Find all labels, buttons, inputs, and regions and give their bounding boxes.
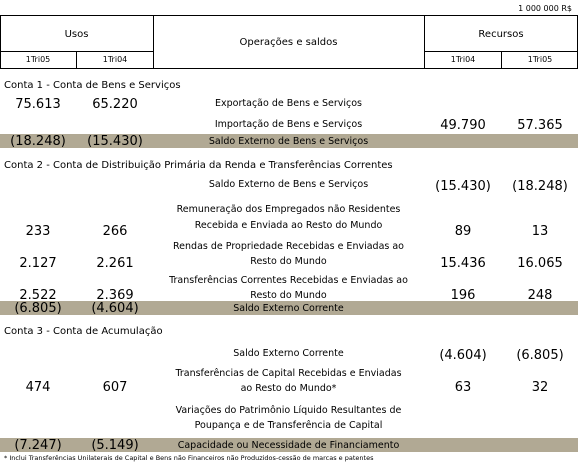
conta3-saldo-in-r04: (4.604) — [439, 348, 487, 363]
conta2-rendas-r05: 16.065 — [517, 256, 563, 271]
conta3-transfcap-label-1: Transferências de Capital Recebidas e Enviadas — [175, 368, 402, 379]
conta3-transfcap-label-2: ao Resto do Mundo* — [240, 383, 337, 394]
conta2-saldo-u05: (6.805) — [14, 301, 62, 316]
conta3-saldo-in-label: Saldo Externo Corrente — [233, 348, 344, 359]
conta2-title: Conta 2 - Conta de Distribuição Primária da Renda e Transferências Correntes — [4, 160, 393, 171]
header-bottom-rule — [0, 68, 578, 69]
conta2-remun-r04: 89 — [454, 224, 472, 239]
conta1-export-u04: 65.220 — [92, 97, 138, 112]
header-usos-col-1tri04: 1Tri04 — [102, 55, 128, 64]
conta2-saldo-u04: (4.604) — [91, 301, 139, 316]
conta2-remun-r05: 13 — [531, 224, 549, 239]
conta2-remun-label-1: Remuneração dos Empregados não Residentes — [176, 204, 401, 215]
conta2-transf-u04: 2.369 — [96, 288, 134, 303]
conta2-transf-r05: 248 — [527, 288, 553, 303]
header-operacoes: Operações e saldos — [239, 37, 338, 48]
conta3-transfcap-r05: 32 — [531, 380, 549, 395]
conta3-transfcap-r04: 63 — [454, 380, 472, 395]
header-recursos: Recursos — [478, 29, 524, 40]
conta3-saldo-in-r05: (6.805) — [516, 348, 564, 363]
conta1-saldo-u05: (18.248) — [10, 134, 66, 149]
conta2-saldo-in-r04: (15.430) — [435, 179, 491, 194]
conta3-transfcap-u04: 607 — [102, 380, 128, 395]
header-recursos-col-1tri04: 1Tri04 — [450, 55, 476, 64]
conta2-rendas-u05: 2.127 — [19, 256, 57, 271]
conta2-rendas-label-1: Rendas de Propriedade Recebidas e Enviadas ao — [173, 241, 404, 252]
conta1-export-label: Exportação de Bens e Serviços — [215, 98, 362, 109]
conta3-saldo-u04: (5.149) — [91, 438, 139, 453]
conta1-import-r05: 57.365 — [517, 118, 563, 133]
conta2-transf-label-1: Transferências Correntes Recebidas e Enviadas ao — [169, 275, 408, 286]
header-top-rule — [0, 15, 578, 16]
header-recursos-col-1tri05: 1Tri05 — [527, 55, 553, 64]
unit-label: 1 000 000 R$ — [518, 4, 572, 13]
conta2-saldo-label: Saldo Externo Corrente — [233, 303, 344, 314]
conta2-transf-r04: 196 — [450, 288, 476, 303]
header-usos: Usos — [64, 29, 89, 40]
conta3-title: Conta 3 - Conta de Acumulação — [4, 326, 163, 337]
conta2-remun-label-2: Recebida e Enviada ao Resto do Mundo — [194, 220, 383, 231]
conta3-saldo-label: Capacidade ou Necessidade de Financiamento — [177, 440, 400, 451]
conta2-remun-u04: 266 — [102, 224, 128, 239]
conta1-export-u05: 75.613 — [15, 97, 61, 112]
conta1-saldo-u04: (15.430) — [87, 134, 143, 149]
conta3-saldo-u05: (7.247) — [14, 438, 62, 453]
conta2-transf-u05: 2.522 — [19, 288, 57, 303]
conta1-title: Conta 1 - Conta de Bens e Serviços — [4, 80, 181, 91]
conta3-variacoes-label-2: Poupança e de Transferência de Capital — [194, 420, 383, 431]
conta2-remun-u05: 233 — [25, 224, 51, 239]
header-usos-col-1tri05: 1Tri05 — [25, 55, 51, 64]
conta2-saldo-in-label: Saldo Externo de Bens e Serviços — [208, 179, 369, 190]
conta2-rendas-r04: 15.436 — [440, 256, 486, 271]
conta3-transfcap-u05: 474 — [25, 380, 51, 395]
conta3-variacoes-label-1: Variações do Patrimônio Líquido Resultantes de — [175, 405, 402, 416]
conta2-rendas-u04: 2.261 — [96, 256, 134, 271]
conta1-import-label: Importação de Bens e Serviços — [214, 119, 363, 130]
conta1-import-r04: 49.790 — [440, 118, 486, 133]
conta2-saldo-in-r05: (18.248) — [512, 179, 568, 194]
conta2-transf-label-2: Resto do Mundo — [250, 290, 327, 301]
footnote: * Inclui Transferências Unilaterais de Capital e Bens não Financeiros não Produzidos-cessão de marcas e patentes — [4, 454, 374, 462]
conta2-rendas-label-2: Resto do Mundo — [250, 256, 327, 267]
conta1-saldo-label: Saldo Externo de Bens e Serviços — [208, 136, 369, 147]
